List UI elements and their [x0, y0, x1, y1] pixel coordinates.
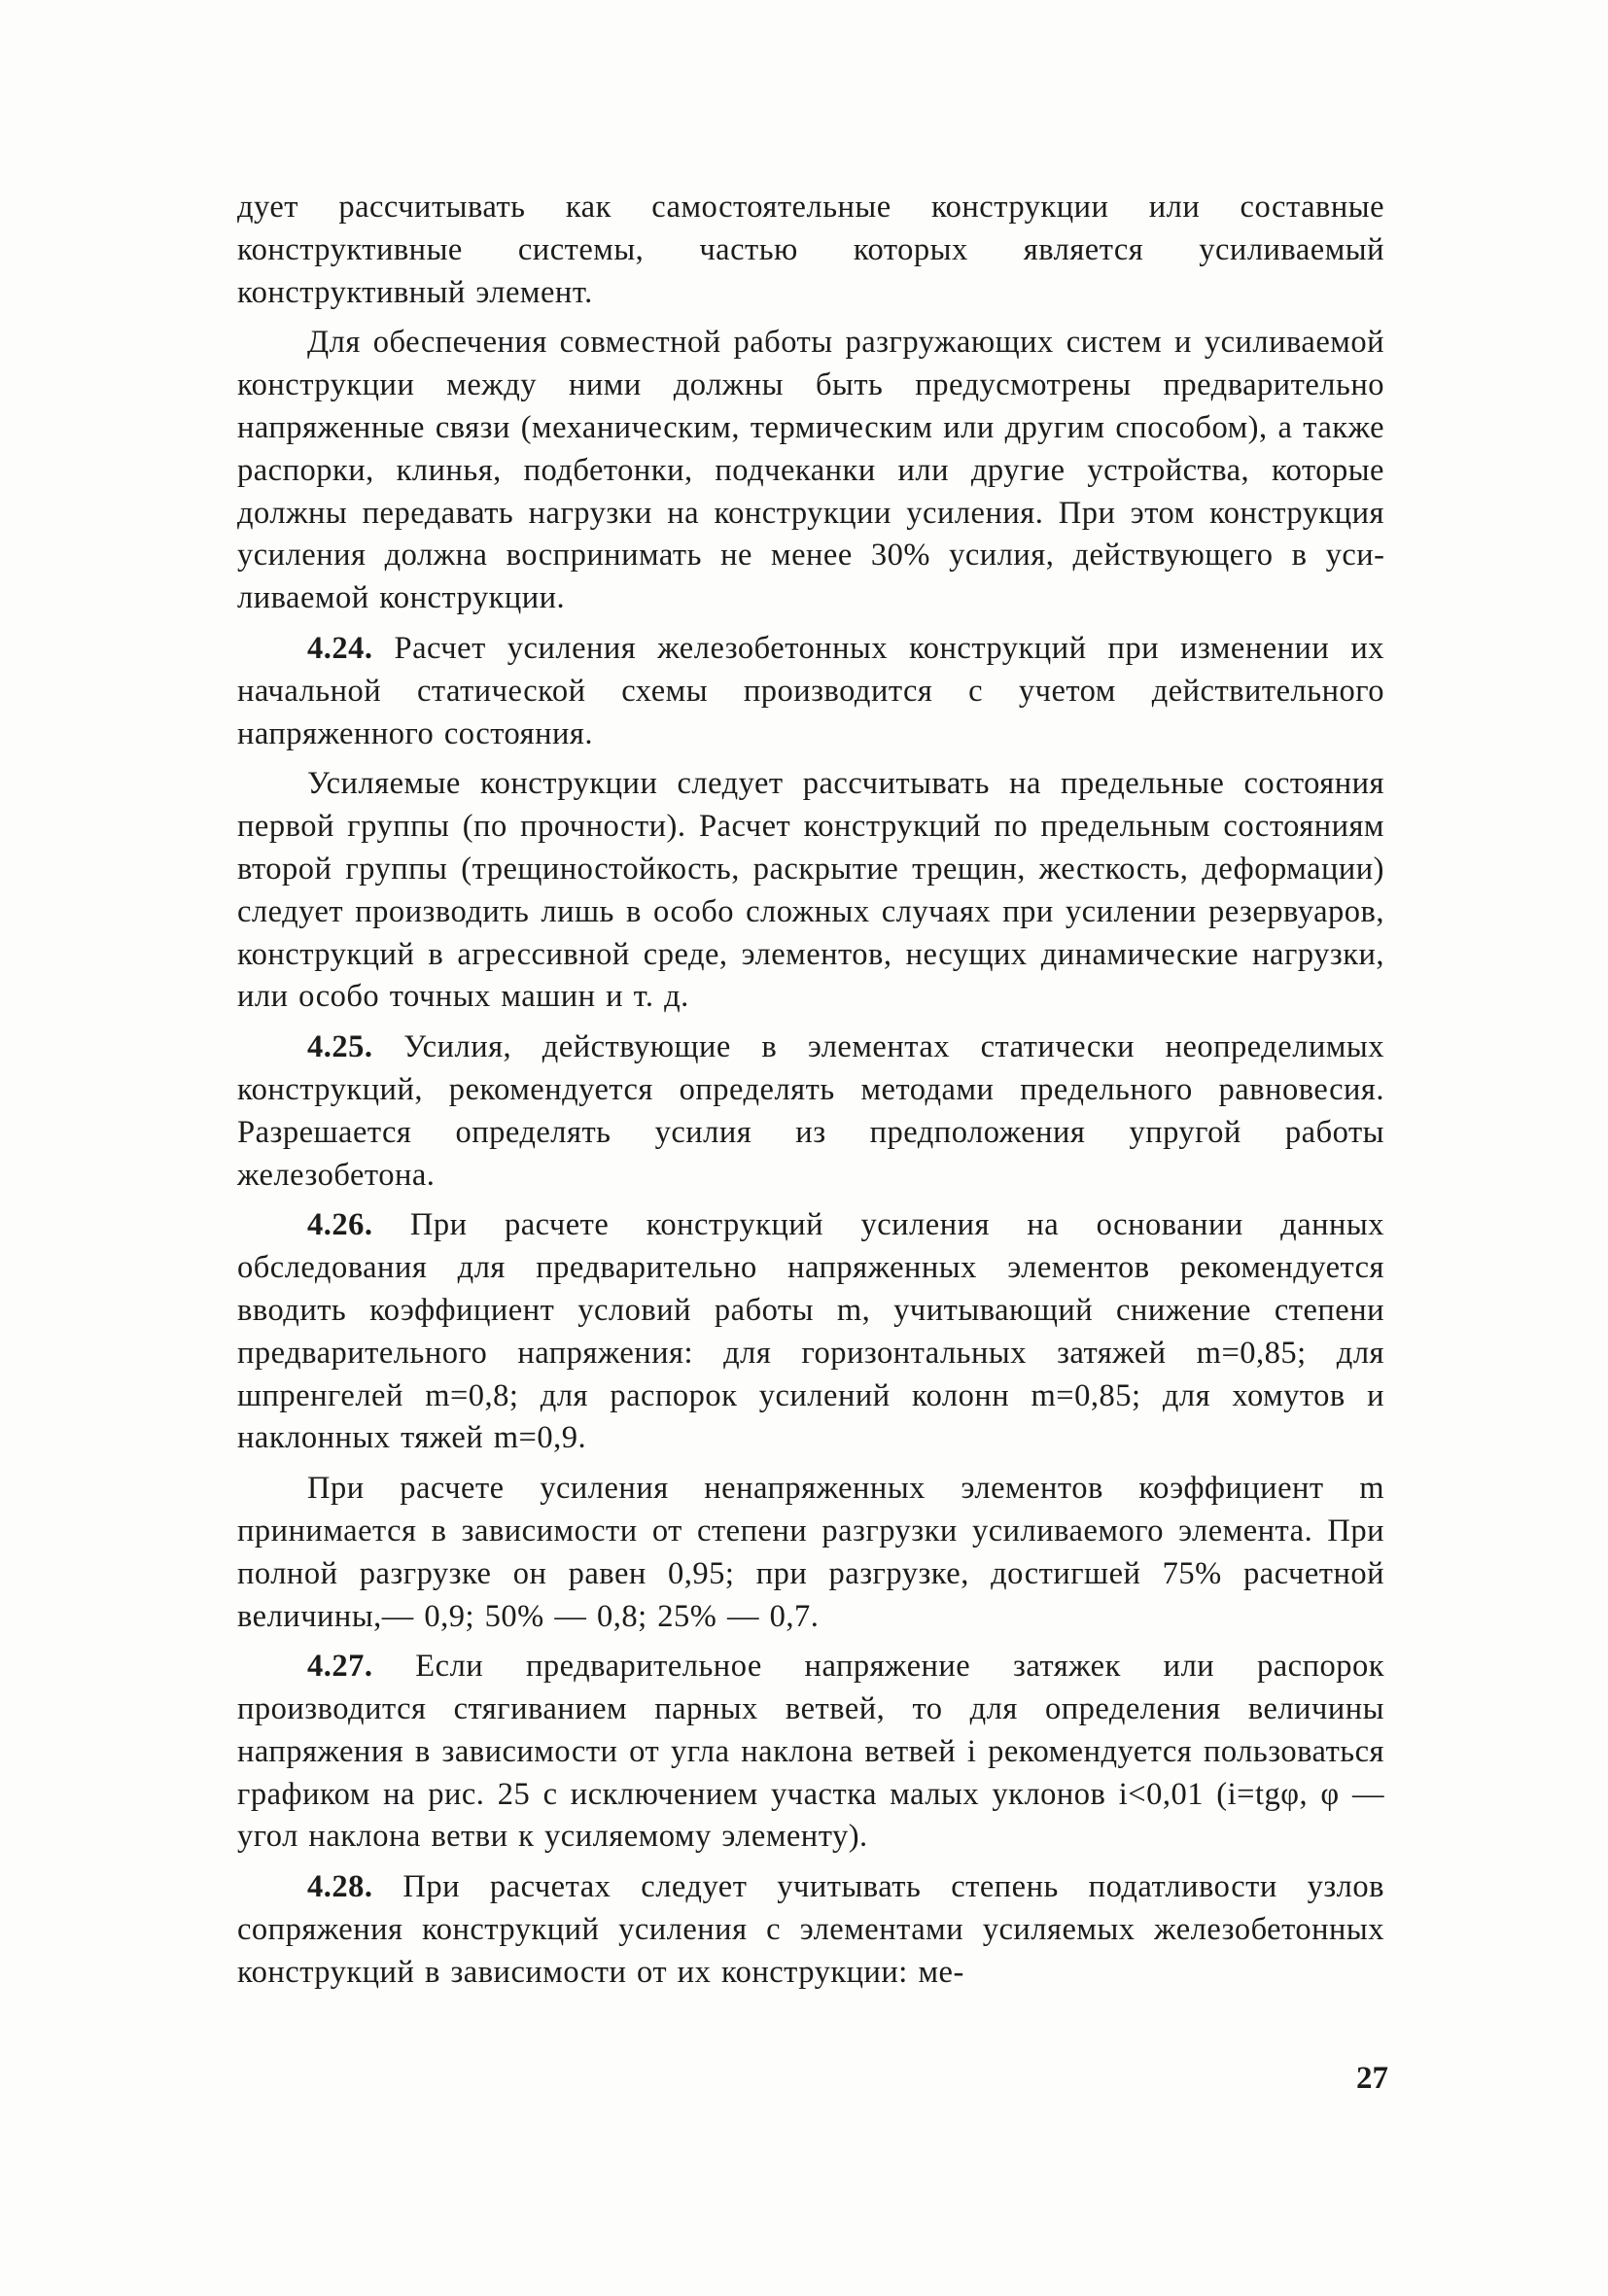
- section-number: 4.26.: [307, 1207, 373, 1243]
- section-4-26: [237, 1204, 1384, 1460]
- section-4-24: [237, 628, 1384, 755]
- paragraph-text: Усилия, действующие в элементах статически неопределимых конструкций, рекомендуется определять методами предельного равновесия. Разрешается определять усилия из предположения упругой работы железобетона.: [237, 1029, 1384, 1193]
- paragraph-continuation: [237, 187, 1384, 314]
- page-body: [237, 187, 1384, 2002]
- paragraph-text: Расчет усиления железобетонных конструкций при изменении их начальной статической схемы производится с учетом действительного напряженного состояния.: [237, 630, 1384, 751]
- paragraph-text: При расчете усиления ненапряженных элементов коэффициент m принимается в зависимости от степени разгрузки усиливаемого элемента. При полной разгрузке он равен 0,95; при разгрузке, достигшей 75% расчетной величины,— 0,9; 50% — 0,8; 25% — 0,7.: [237, 1471, 1384, 1634]
- section-4-27: [237, 1646, 1384, 1859]
- paragraph-text: Если предварительное напряжение затяжек или распорок производится стягиванием парных ветвей, то для определения величины напряжения в зависимости от угла наклона ветвей i рекомендуется пользоваться графиком на рис. 25 с исключением участка малых уклонов i<0,01 (i=tgφ, φ — угол наклона ветви к усиляемому элементу).: [237, 1649, 1384, 1855]
- paragraph-text: Усиляемые конструкции следует рассчитывать на предельные состояния первой группы (по прочности). Расчет конструкций по предельным состояниям второй группы (трещиностойкость, раскрытие трещин, жесткость, деформации) следует производить лишь в особо сложных случаях при усилении резервуаров, конструкций в агрессивной среде, элементов, несущих динамические нагрузки, или особо точных машин и т. д.: [237, 766, 1384, 1015]
- section-number: 4.28.: [307, 1869, 373, 1905]
- paragraph-text: При расчетах следует учитывать степень податливости узлов сопряжения конструкций усиления с элементами усиляемых железобетонных конструкций в зависимости от их конструкции: ме-: [237, 1869, 1384, 1990]
- paragraph: [237, 322, 1384, 620]
- section-number: 4.25.: [307, 1029, 373, 1065]
- section-number: 4.24.: [307, 630, 373, 666]
- section-number: 4.27.: [307, 1649, 373, 1685]
- section-4-25: [237, 1026, 1384, 1197]
- page-number: 27: [1356, 2061, 1388, 2096]
- paragraph: [237, 1468, 1384, 1638]
- section-4-28: [237, 1866, 1384, 1994]
- paragraph: [237, 763, 1384, 1019]
- paragraph-text: При расчете конструкций усиления на основании данных обследования для предварительно напряженных элементов рекомендуется вводить коэффициент условий работы m, учитывающий снижение степени предварительного напряжения: для горизонтальных затяжей m=0,85; для шпренгелей m=0,8; для распорок усилений колонн m=0,85; для хомутов и наклонных тяжей m=0,9.: [237, 1207, 1384, 1456]
- paragraph-text: дует рассчитывать как самостоятельные конструкции или составные конструктивные системы, частью которых является усиливаемый конструктивный элемент.: [237, 190, 1384, 310]
- paragraph-text: Для обеспечения совместной работы разгружающих систем и усиливаемой конструкции между ними должны быть предусмотрены предварительно напряженные связи (механическим, термическим или другим способом), а также распорки, клинья, подбетонки, подчеканки или другие устройства, которые должны передавать нагрузки на конструкции усиления. При этом конструкция усиления должна воспринимать не менее 30% усилия, действующего в усиливаемой конструкции.: [237, 325, 1384, 616]
